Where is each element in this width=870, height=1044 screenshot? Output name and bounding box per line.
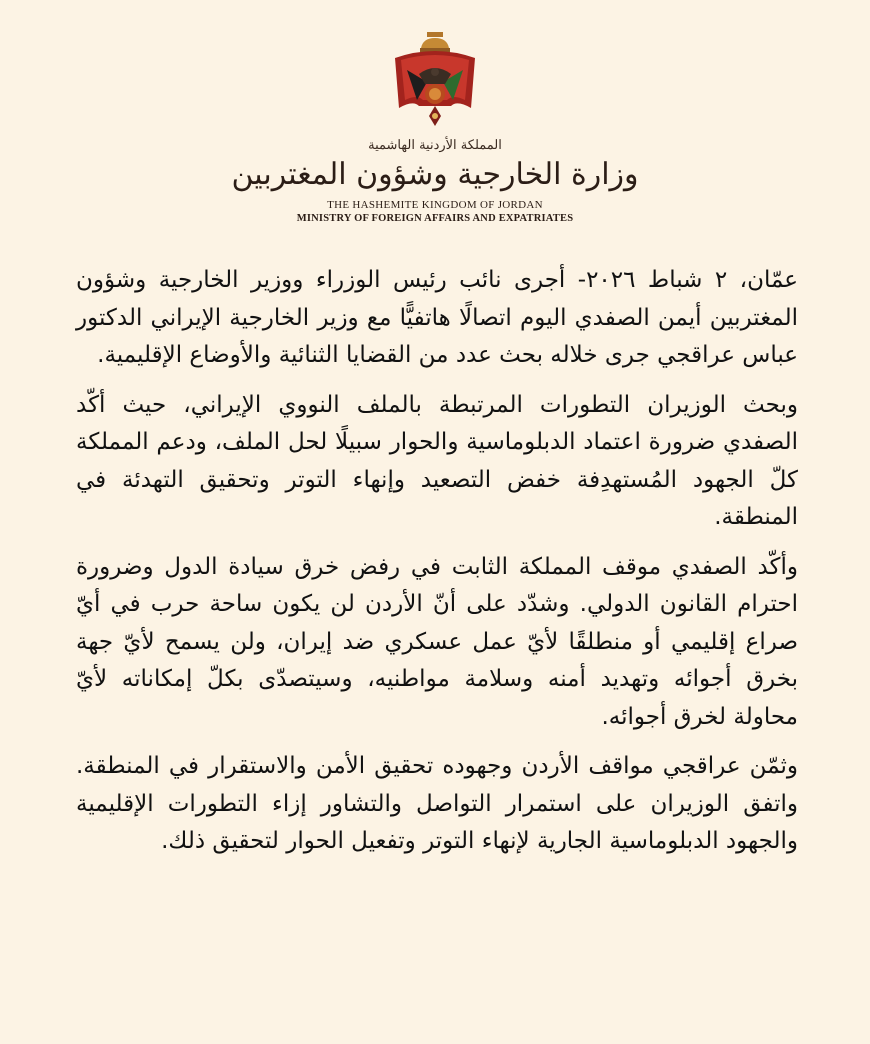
- letterhead: [0, 30, 870, 224]
- kingdom-name-arabic: المملكة الأردنية الهاشمية: [368, 138, 502, 153]
- statement-body: [76, 262, 798, 873]
- ministry-name-arabic: وزارة الخارجية وشؤون المغتربين: [231, 157, 639, 192]
- kingdom-name-english: THE HASHEMITE KINGDOM OF JORDAN: [327, 199, 543, 211]
- coat-of-arms-icon: [387, 30, 483, 130]
- statement-paragraph: وأكّد الصفدي موقف المملكة الثابت في رفض خرق سيادة الدول وضرورة احترام القانون الدولي. وشدّد على أنّ الأردن لن يكون ساحة حرب في أيّ صراع إقليمي أو منطلقًا لأيّ عمل عسكري ضد إيران، ولن يسمح لأيّ جهة بخرق أجوائه وتهديد أمنه وسلامة مواطنيه، وسيتصدّى بكلّ إمكاناته لأيّ محاولة لخرق أجوائه.: [76, 553, 798, 730]
- ministry-name-english: MINISTRY OF FOREIGN AFFAIRS AND EXPATRIATES: [296, 213, 574, 224]
- statement-paragraph: عمّان، ٢ شباط ٢٠٢٦- أجرى نائب رئيس الوزراء ووزير الخارجية وشؤون المغتربين أيمن الصفدي اليوم اتصالًا هاتفيًّا مع وزير الخارجية الإيراني الدكتور عباس عراقجي جرى خلاله بحث عدد من القضايا الثنائية والأوضاع الإقليمية.: [76, 267, 798, 368]
- statement-paragraph: وبحث الوزيران التطورات المرتبطة بالملف النووي الإيراني، حيث أكّد الصفدي ضرورة اعتماد الدبلوماسية والحوار سبيلًا لحل الملف، ودعم المملكة كلّ الجهود المُستهدِفة خفض التصعيد وإنهاء التوتر وتحقيق التهدئة في المنطقة.: [76, 391, 798, 530]
- statement-paragraph: وثمّن عراقجي مواقف الأردن وجهوده تحقيق الأمن والاستقرار في المنطقة. واتفق الوزيران على استمرار التواصل والتشاور إزاء التطورات الإقليمية والجهود الدبلوماسية الجارية لإنهاء التوتر وتفعيل الحوار لتحقيق ذلك.: [76, 753, 798, 854]
